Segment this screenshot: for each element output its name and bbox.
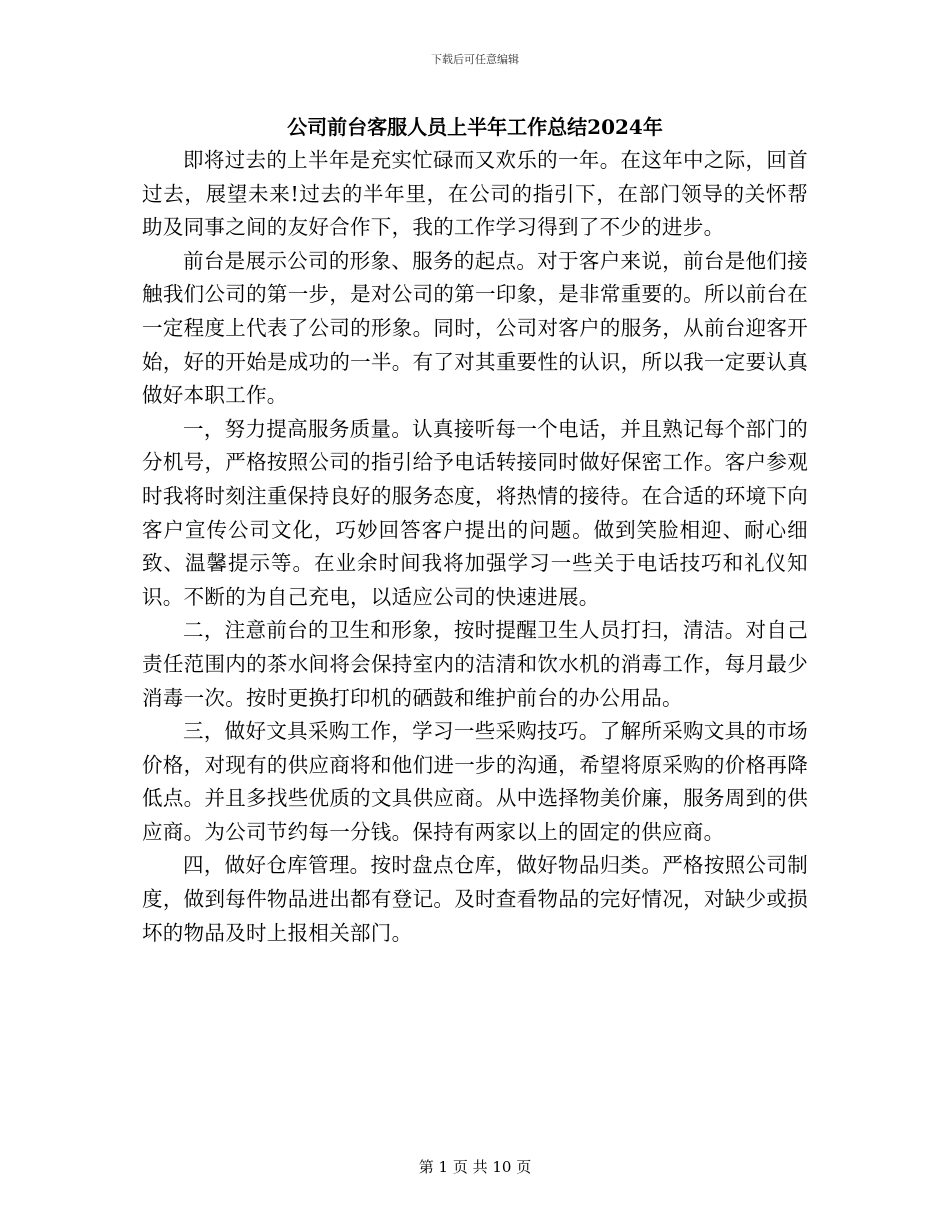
page-number-footer: 第 1 页 共 10 页 (418, 1158, 532, 1176)
paragraph-intro: 即将过去的上半年是充实忙碌而又欢乐的一年。在这年中之际，回首过去，展望未来!过去的半年里，在公司的指引下，在部门领导的关怀帮助及同事之间的友好合作下，我的工作学习得到了不少的进步。 (142, 148, 808, 240)
document-title: 公司前台客服人员上半年工作总结2024年 (287, 115, 663, 139)
paragraph-item-three-procurement: 三，做好文具采购工作，学习一些采购技巧。了解所采购文具的市场价格，对现有的供应商将和他们进一步的沟通，希望将原采购的价格再降低点。并且多找些优质的文具供应商。从中选择物美价廉，服务周到的供应商。为公司节约每一分钱。保持有两家以上的固定的供应商。 (142, 719, 808, 844)
paragraph-item-two-hygiene: 二，注意前台的卫生和形象，按时提醒卫生人员打扫，清洁。对自己责任范围内的茶水间将会保持室内的洁清和饮水机的消毒工作，每月最少消毒一次。按时更换打印机的硒鼓和维护前台的办公用品。 (142, 618, 808, 710)
page-header-note: 下载后可任意编辑 (431, 53, 519, 66)
paragraph-item-four-warehouse: 四，做好仓库管理。按时盘点仓库，做好物品归类。严格按照公司制度，做到每件物品进出都有登记。及时查看物品的完好情况，对缺少或损坏的物品及时上报相关部门。 (142, 853, 808, 945)
paragraph-item-one-service-quality: 一，努力提高服务质量。认真接听每一个电话，并且熟记每个部门的分机号，严格按照公司的指引给予电话转接同时做好保密工作。客户参观时我将时刻注重保持良好的服务态度，将热情的接待。在合适的环境下向客户宣传公司文化，巧妙回答客户提出的问题。做到笑脸相迎、耐心细致、温馨提示等。在业余时间我将加强学习一些关于电话技巧和礼仪知识。不断的为自己充电，以适应公司的快速进展。 (142, 416, 808, 609)
paragraph-front-desk-role: 前台是展示公司的形象、服务的起点。对于客户来说，前台是他们接触我们公司的第一步，是对公司的第一印象，是非常重要的。所以前台在一定程度上代表了公司的形象。同时，公司对客户的服务，从前台迎客开始，好的开始是成功的一半。有了对其重要性的认识，所以我一定要认真做好本职工作。 (142, 248, 808, 408)
document-body (142, 144, 808, 950)
